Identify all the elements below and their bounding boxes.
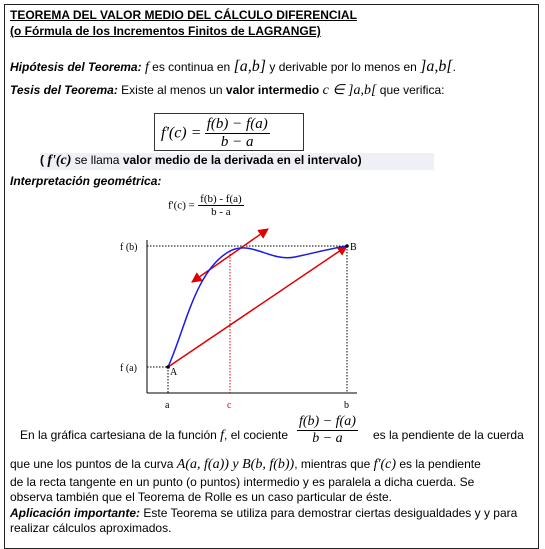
main-formula-lhs: f'(c) = [161,124,202,142]
hipotesis-text-1: es continua en [152,60,231,74]
tesis-bold: valor intermedio [225,83,320,97]
paragraph-line2-fc: f'(c) [373,457,397,472]
hipotesis-interval-open: ]a,b[ [420,58,453,75]
hipotesis-label: Hipótesis del Teorema: [10,60,142,74]
tesis-text-1: Existe al menos un [121,83,223,97]
llama-open: ( [40,153,44,167]
llama-fc: f'(c) [47,153,72,168]
label-point-b: B [350,242,357,253]
paragraph-line-1 [20,428,288,444]
point-b-marker [345,244,349,248]
aplicacion-label: Aplicación importante: [10,506,141,520]
paragraph-line2-mid: , mientras que [294,457,371,471]
aplicacion-line [10,506,517,520]
hipotesis-interval-closed: [a,b] [233,58,267,75]
aplicacion-line-2: realizar cálculos aproximados. [10,521,172,535]
label-point-a: A [170,367,178,378]
tesis-label: Tesis del Teorema: [10,83,118,97]
paragraph-line1-f: f [220,428,225,443]
graph-formula-lhs: f'(c) = [168,199,195,212]
title-line-2: (o Fórmula de los Incrementos Finitos de LAGRANGE) [10,24,321,38]
paragraph-line2-points: A(a, f(a)) y B(b, f(b)) [176,457,295,472]
label-fb: f (b) [120,242,138,253]
paragraph-fraction-denominator: b − a [312,431,343,446]
paragraph-line1-end: es la pendiente de la cuerda [373,428,524,442]
tangent-line [192,229,268,282]
label-x-b: b [344,400,349,411]
aplicacion-text: Este Teorema se utiliza para demostrar ciertas desigualdades y y para [143,506,518,520]
interpretacion-label: Interpretación geométrica: [10,174,162,188]
paragraph-fraction-body [297,414,358,447]
secant-line [168,246,347,367]
paragraph-line-2 [10,457,481,473]
graph-formula-numerator: f(b) - f(a) [200,193,242,205]
label-fa: f (a) [120,363,137,374]
paragraph-line2-start: que une los puntos de la curva [10,457,174,471]
paragraph-fraction [297,414,358,447]
main-formula-numerator: f(b) − f(a) [206,116,268,132]
paragraph-line1-start: En la gráfica cartesiana de la función [20,428,217,442]
tesis-text-2: que verifica: [379,83,445,97]
label-x-c: c [227,400,232,411]
label-x-a: a [165,400,170,411]
paragraph-line-3: de la recta tangente en un punto (o puntos) intermedio y es paralela a dicha cuerda. Se [10,475,475,489]
hipotesis-text-2: y derivable por lo menos en [269,60,417,74]
graph-formula-denominator: b - a [211,206,231,218]
title-line-1: TEOREMA DEL VALOR MEDIO DEL CÁLCULO DIFERENCIAL [10,8,357,22]
hipotesis-f: f [144,60,149,75]
tesis-condition: c ∈ ]a,b[ [322,83,377,98]
main-formula-denominator: b − a [220,134,254,150]
llama-bold: valor medio de la derivada en el intervalo) [122,153,362,167]
paragraph-line-4: observa también que el Teorema de Rolle es un caso particular de éste. [10,490,393,504]
paragraph-line1-mid: , el cociente [224,428,289,442]
paragraph-fraction-numerator: f(b) − f(a) [299,414,356,429]
hipotesis-end: . [452,60,456,74]
llama-text: se llama [74,153,120,167]
paragraph-line2-end: es la pendiente [399,457,481,471]
